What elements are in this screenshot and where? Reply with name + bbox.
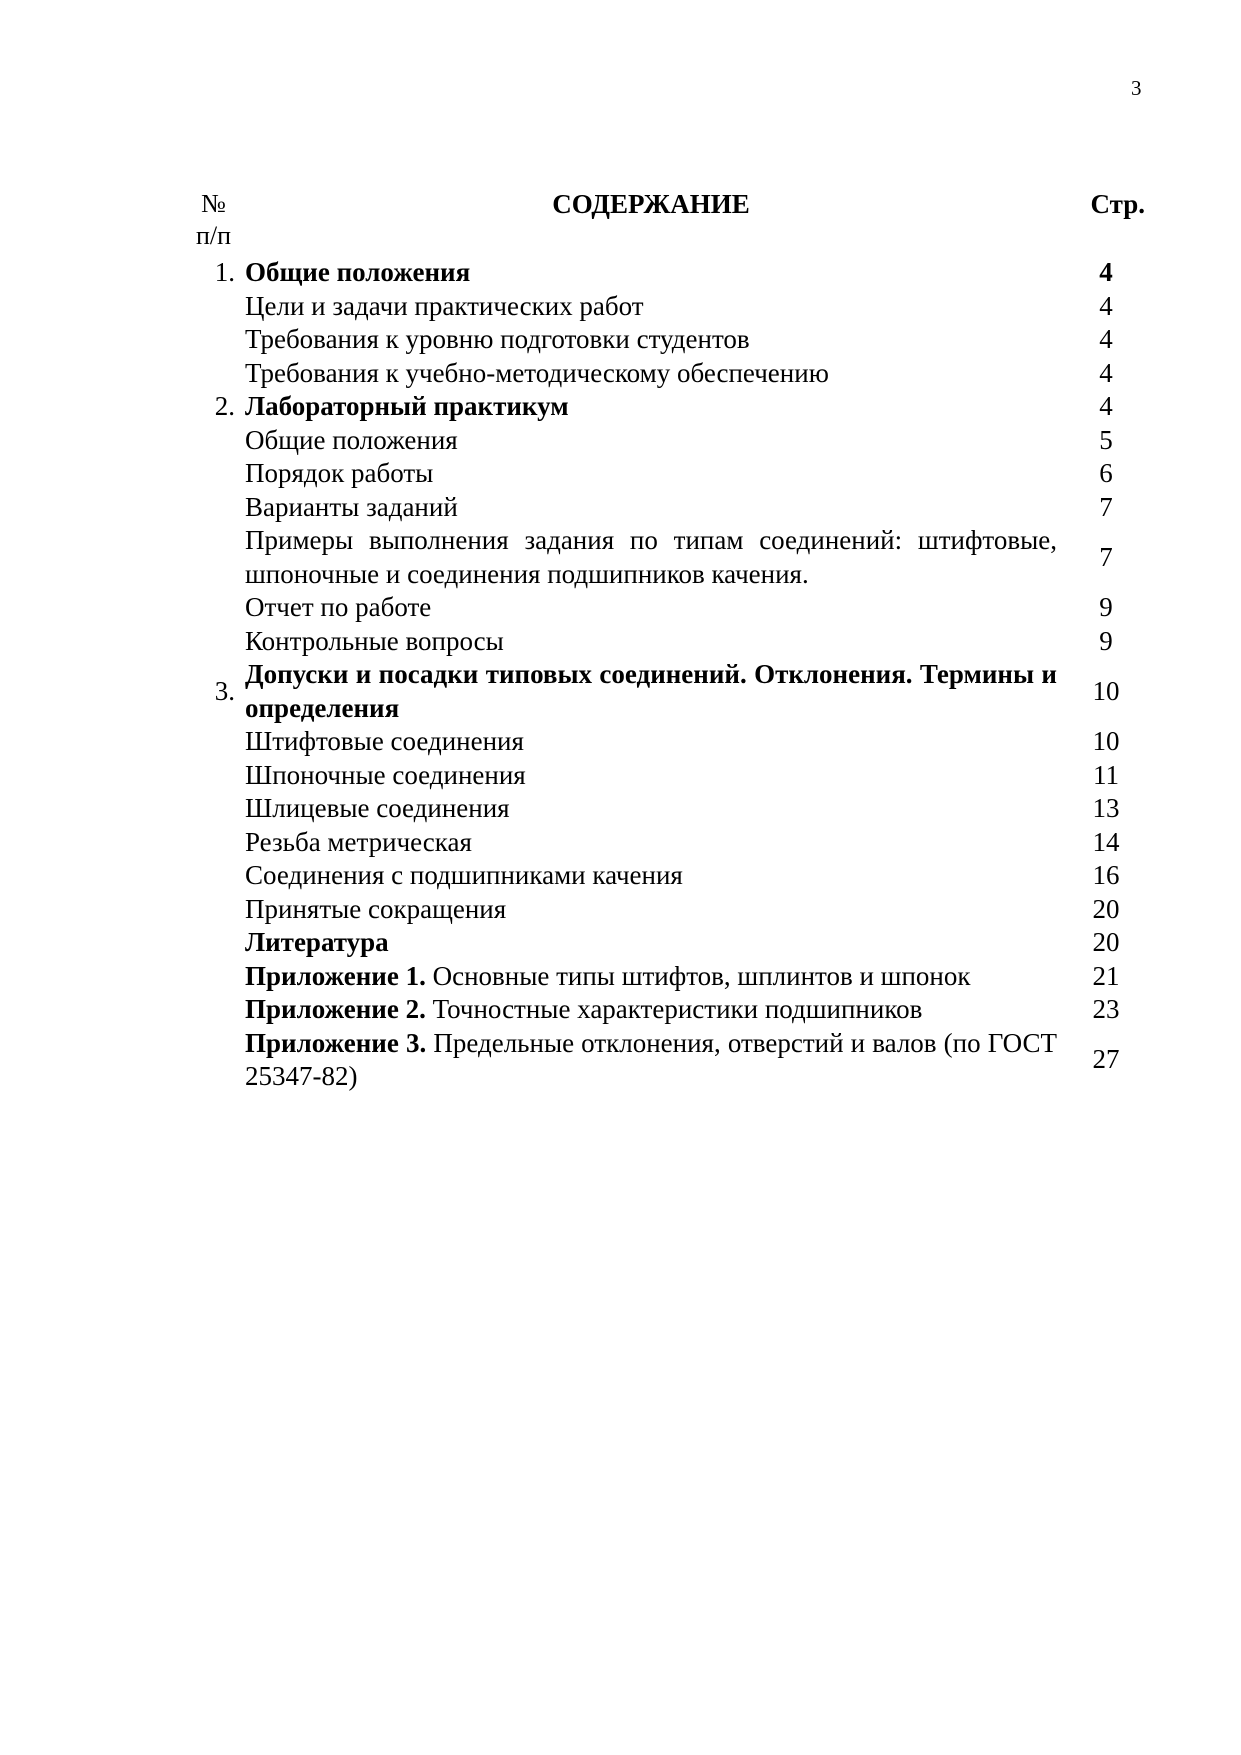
toc-row-number — [182, 960, 245, 994]
toc-row-page: 7 — [1099, 491, 1113, 522]
toc-row-page: 20 — [1092, 927, 1120, 957]
toc-row-page: 9 — [1099, 592, 1113, 622]
toc-row-number — [182, 357, 245, 391]
toc-row-number — [182, 457, 245, 491]
toc-row-page: 10 — [1092, 675, 1120, 706]
toc-row-title[interactable]: Лабораторный практикум — [245, 391, 569, 421]
appendix-label: Приложение 2. — [245, 994, 426, 1024]
toc-row-page: 14 — [1092, 826, 1120, 857]
table-of-contents — [182, 188, 1145, 1094]
toc-row-page: 11 — [1093, 759, 1119, 790]
toc-row-number — [182, 725, 245, 759]
toc-row[interactable] — [182, 960, 1145, 994]
toc-row[interactable] — [182, 1027, 1145, 1094]
toc-row-title[interactable]: Цели и задачи практических работ — [245, 290, 644, 321]
toc-row-number — [182, 926, 245, 960]
toc-row-title[interactable]: Принятые сокращения — [245, 893, 507, 924]
toc-row-title[interactable]: Варианты заданий — [245, 491, 458, 522]
toc-row-number — [182, 893, 245, 927]
toc-row[interactable] — [182, 759, 1145, 793]
toc-row[interactable] — [182, 357, 1145, 391]
toc-row-number — [182, 323, 245, 357]
toc-row[interactable] — [182, 725, 1145, 759]
toc-row-number: 1. — [214, 257, 235, 287]
toc-row[interactable] — [182, 926, 1145, 960]
toc-row[interactable] — [182, 424, 1145, 458]
toc-row-page: 10 — [1092, 726, 1120, 756]
toc-row-page: 20 — [1092, 893, 1120, 924]
toc-row[interactable] — [182, 323, 1145, 357]
toc-row-number — [182, 792, 245, 826]
toc-row-number — [182, 524, 245, 591]
toc-row[interactable] — [182, 893, 1145, 927]
header-page-col: Стр. — [1090, 189, 1145, 219]
toc-row-title[interactable]: Порядок работы — [245, 458, 434, 488]
toc-row-page: 9 — [1099, 625, 1113, 656]
toc-row-page: 21 — [1092, 960, 1120, 991]
toc-row[interactable] — [182, 625, 1145, 659]
toc-row-page: 7 — [1099, 541, 1113, 572]
toc-row-title[interactable]: Соединения с подшипниками качения — [245, 860, 683, 890]
toc-row[interactable] — [182, 390, 1145, 424]
toc-row-title[interactable] — [245, 960, 1057, 994]
toc-row-title[interactable]: Общие положения — [245, 424, 458, 455]
toc-row[interactable] — [182, 491, 1145, 525]
toc-row[interactable] — [182, 290, 1145, 324]
toc-row-number — [182, 591, 245, 625]
appendix-text: Основные типы штифтов, шплинтов и шпонок — [425, 960, 971, 991]
toc-row-title[interactable] — [245, 1027, 1057, 1094]
toc-row-number — [182, 826, 245, 860]
toc-row-number: 3. — [214, 675, 235, 706]
appendix-text: Предельные отклонения, отверстий и валов (по ГОСТ 25347-82) — [245, 1027, 1058, 1091]
toc-row[interactable] — [182, 658, 1145, 725]
toc-row-number — [182, 993, 245, 1027]
page-number: 3 — [1131, 76, 1142, 100]
toc-row-title[interactable]: Шпоночные соединения — [245, 759, 526, 790]
toc-row-page: 27 — [1092, 1044, 1120, 1075]
toc-row-page: 4 — [1099, 391, 1113, 421]
toc-row-page: 13 — [1092, 793, 1120, 823]
toc-row-title[interactable]: Требования к уровню подготовки студентов — [245, 324, 750, 354]
toc-row-number — [182, 1027, 245, 1094]
toc-row[interactable] — [182, 792, 1145, 826]
toc-row-page: 5 — [1099, 424, 1113, 455]
toc-row[interactable] — [182, 256, 1145, 290]
toc-row[interactable] — [182, 457, 1145, 491]
appendix-label: Приложение 3. — [245, 1027, 427, 1058]
toc-header-row — [182, 188, 1145, 256]
toc-row-title[interactable] — [245, 993, 1057, 1027]
toc-heading: СОДЕРЖАНИЕ — [552, 189, 750, 219]
toc-row-title[interactable]: Штифтовые соединения — [245, 726, 524, 756]
toc-row-page: 6 — [1099, 458, 1113, 488]
appendix-label: Приложение 1. — [245, 960, 426, 991]
toc-row-page: 4 — [1099, 324, 1113, 354]
toc-row-number — [182, 290, 245, 324]
toc-row-title[interactable]: Общие положения — [245, 257, 471, 287]
toc-row-number — [182, 491, 245, 525]
header-number-label: п/п — [195, 221, 232, 250]
toc-row[interactable] — [182, 591, 1145, 625]
header-number-symbol: № — [201, 189, 226, 218]
toc-row-title[interactable]: Отчет по работе — [245, 592, 432, 622]
toc-row-number — [182, 759, 245, 793]
toc-row[interactable] — [182, 993, 1145, 1027]
toc-row-title[interactable]: Контрольные вопросы — [245, 625, 504, 656]
toc-row[interactable] — [182, 826, 1145, 860]
toc-row-title[interactable]: Литература — [245, 927, 389, 957]
toc-row-number: 2. — [214, 391, 235, 421]
toc-row-number — [182, 424, 245, 458]
toc-row-page: 16 — [1092, 860, 1120, 890]
toc-row-page: 23 — [1092, 994, 1120, 1024]
toc-row-page: 4 — [1099, 257, 1113, 287]
toc-row[interactable] — [182, 859, 1145, 893]
header-number-col — [182, 188, 245, 256]
toc-row-title[interactable]: Требования к учебно-методическому обеспечению — [245, 357, 829, 388]
toc-row-title[interactable]: Шлицевые соединения — [245, 793, 510, 823]
toc-row-title[interactable]: Резьба метрическая — [245, 826, 472, 857]
appendix-text: Точностные характеристики подшипников — [425, 994, 923, 1024]
toc-row-title[interactable]: Допуски и посадки типовых соединений. Отклонения. Термины и определения — [245, 659, 1057, 723]
toc-row-number — [182, 625, 245, 659]
toc-row-page: 4 — [1099, 290, 1113, 321]
toc-row-title[interactable]: Примеры выполнения задания по типам соединений: штифтовые, шпоночные и соединения подшипников качения. — [245, 525, 1057, 589]
toc-row-page: 4 — [1099, 357, 1113, 388]
toc-row[interactable] — [182, 524, 1145, 591]
toc-row-number — [182, 859, 245, 893]
